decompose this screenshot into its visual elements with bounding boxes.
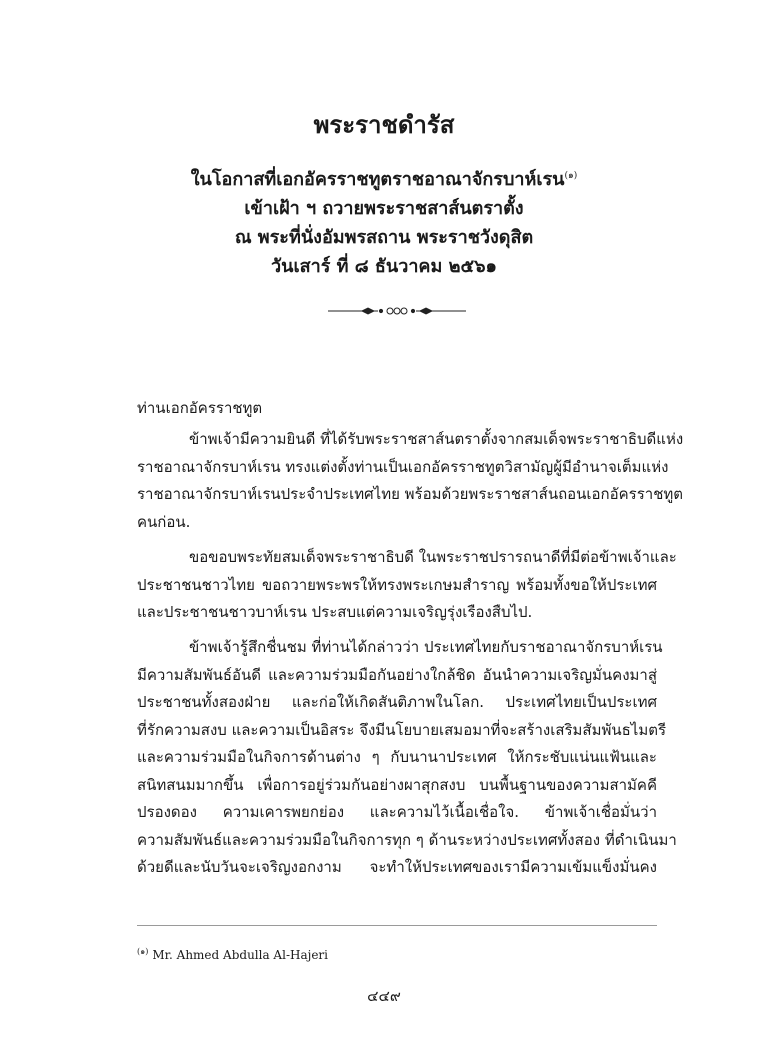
paragraph-line: ราชอาณาจักรบาห์เรนประจำประเทศไทย พร้อมด้วยพระราชสาส์นถอนเอกอัครราชทูต [137,485,684,503]
paragraph-line: และความร่วมมือในกิจการด้านต่าง ๆ กับนานาประเทศ ให้กระชับแน่นแฟ้นและ [137,748,657,766]
salutation: ท่านเอกอัครราชทูต [137,399,263,417]
subtitle-block [0,162,768,281]
paragraph-line: ปรองดอง ความเคารพยกย่อง และความไว้เนื้อเชื่อใจ. ข้าพเจ้าเชื่อมั่นว่า [137,803,657,821]
paragraph-line: และประชาชนชาวบาห์เรน ประสบแต่ความเจริญรุ่งเรืองสืบไป. [137,603,533,621]
paragraph-line: ราชอาณาจักรบาห์เรน ทรงแต่งตั้งท่านเป็นเอกอัครราชทูตวิสามัญผู้มีอำนาจเต็มแห่ง [137,457,669,476]
paragraph-2 [137,544,677,627]
footnote-text: Mr. Ahmed Abdulla Al-Hajeri [152,948,329,962]
paragraph-line: ประชาชนชาวไทย ขอถวายพระพรให้ทรงพระเกษมสำราญ พร้อมทั้งขอให้ประเทศ [137,575,657,594]
footnote-divider [137,925,657,926]
subtitle-line-audience: เข้าเฝ้า ฯ ถวายพระราชสาส์นตราตั้ง [244,198,524,219]
subtitle-line-occasion [0,162,768,194]
paragraph-line: สนิทสนมมากขึ้น เพื่อการอยู่ร่วมกันอย่างผาสุกสงบ บนพื้นฐานของความสามัคคี [137,775,657,794]
subtitle-occasion-text: ในโอกาสที่เอกอัครราชทูตราชอาณาจักรบาห์เรน [190,169,565,190]
paragraph-line: ด้วยดีและนับวันจะเจริญงอกงาม จะทำให้ประเทศของเรามีความเข้มแข็งมั่นคง [137,858,657,876]
page-number: ๔๔๙ [367,987,401,1005]
footnote-marker: (๑) [137,947,149,956]
subtitle-line-place: ณ พระที่นั่งอัมพรสถาน พระราชวังดุสิต [234,227,534,248]
paragraph-line: ขอขอบพระทัยสมเด็จพระราชาธิบดี ในพระราชปรารถนาดีที่มีต่อข้าพเจ้าและ [189,548,677,566]
paragraph-line: มีความสัมพันธ์อันดี และความร่วมมือกันอย่างใกล้ชิด อันนำความเจริญมั่นคงมาสู่ [137,665,657,684]
paragraph-line: ข้าพเจ้ามีความยินดี ที่ได้รับพระราชสาส์นตราตั้งจากสมเด็จพระราชาธิบดีแห่ง [189,430,684,448]
paragraph-3 [137,634,677,882]
footnote-reference: (๑) [564,171,578,181]
paragraph-line: ที่รักความสงบ และความเป็นอิสระ จึงมีนโยบายเสมอมาที่จะสร้างเสริมสัมพันธไมตรี [137,720,667,739]
paragraph-1 [137,426,684,536]
paragraph-line: คนก่อน. [137,512,191,531]
footnote [137,944,328,963]
subtitle-line-date: วันเสาร์ ที่ ๘ ธันวาคม ๒๕๖๑ [271,256,497,277]
page-title: พระราชดำรัส [313,110,455,139]
decorative-divider-icon [324,303,470,319]
paragraph-line: ความสัมพันธ์และความร่วมมือในกิจการทุก ๆ ด้านระหว่างประเทศทั้งสอง ที่ดำเนินมา [137,830,677,849]
paragraph-line: ประชาชนทั้งสองฝ่าย และก่อให้เกิดสันติภาพในโลก. ประเทศไทยเป็นประเทศ [137,693,657,711]
paragraph-line: ข้าพเจ้ารู้สึกชื่นชม ที่ท่านได้กล่าวว่า ประเทศไทยกับราชอาณาจักรบาห์เรน [189,638,663,656]
